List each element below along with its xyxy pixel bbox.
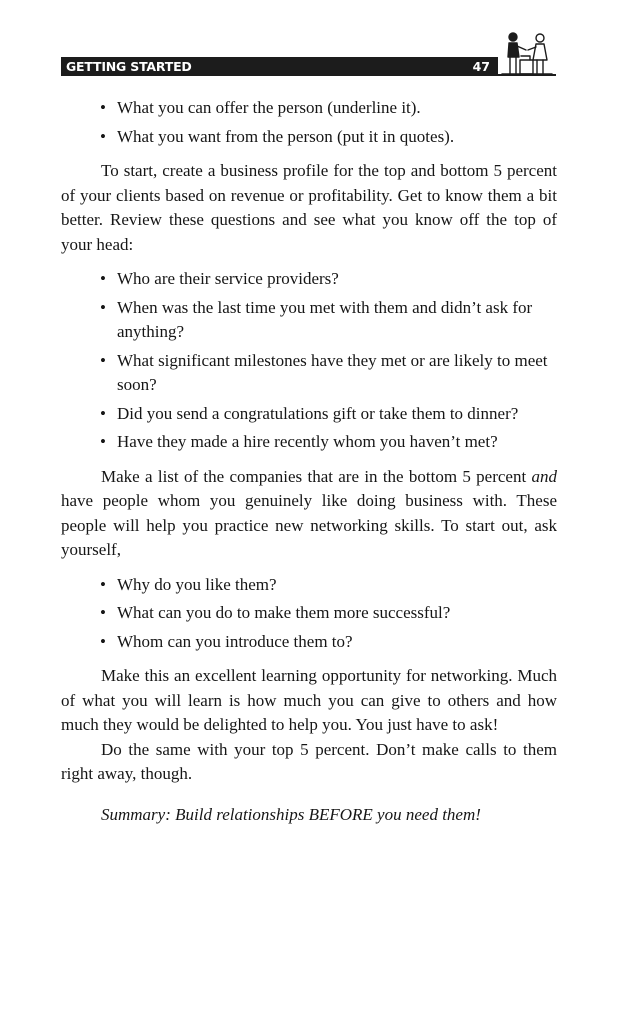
- list-item: • When was the last time you met with them and didn’t ask for anything?: [100, 297, 533, 341]
- bullet-list-1: [61, 96, 557, 149]
- bullet-list-3: [61, 573, 557, 655]
- page-body: [61, 96, 557, 827]
- list-item: • What can you do to make them more successful?: [100, 603, 451, 622]
- running-header: [61, 57, 498, 76]
- paragraph: Make this an excellent learning opportunity for networking. Much of what you will learn is how much you can give to others and how much they would be delighted to help you. You just have to ask!: [61, 666, 557, 734]
- list-item: • Whom can you introduce them to?: [100, 631, 353, 651]
- list-item: • What you want from the person (put it in quotes).: [100, 126, 455, 146]
- paragraph: Do the same with your top 5 percent. Don’t make calls to them right away, though.: [61, 739, 557, 783]
- list-item: • Have they made a hire recently whom you haven’t met?: [100, 432, 498, 451]
- handshake-figures-icon: [500, 30, 554, 76]
- paragraph: Make a list of the companies that are in the bottom 5 percent and have people whom you genuinely like doing business with. These people will help you practice new networking skills. To start out, ask yourself,: [61, 466, 557, 559]
- list-item: • Who are their service providers?: [100, 269, 339, 288]
- page-number: 47: [472, 59, 490, 74]
- summary-line: Summary: Build relationships BEFORE you need them!: [101, 804, 481, 824]
- list-item: • Why do you like them?: [100, 574, 277, 594]
- section-title: GETTING STARTED: [66, 59, 192, 74]
- list-item: • Did you send a congratulations gift or take them to dinner?: [100, 403, 519, 423]
- bullet-list-2: [61, 267, 557, 455]
- list-item: • What you can offer the person (underline it).: [100, 98, 421, 117]
- list-item: • What significant milestones have they met or are likely to meet soon?: [100, 350, 548, 394]
- paragraph: To start, create a business profile for the top and bottom 5 percent of your clients based on revenue or profitability. Get to know them a bit better. Review these questions and see what you know off the top of your head:: [61, 161, 557, 254]
